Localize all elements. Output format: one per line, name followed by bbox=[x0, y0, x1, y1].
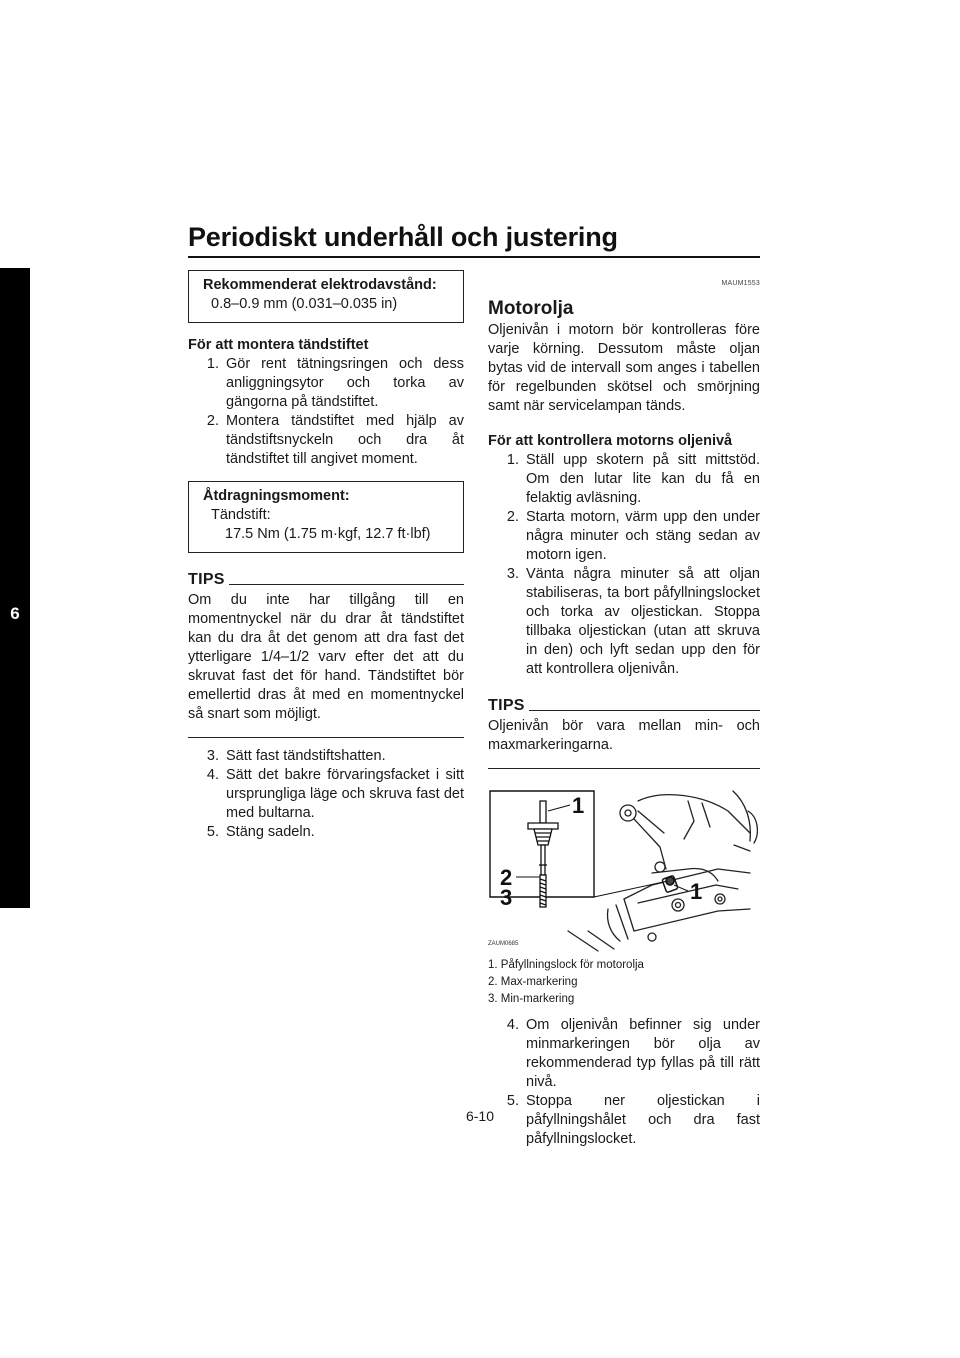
figure-code: ZAUM0685 bbox=[488, 941, 519, 947]
title-rule bbox=[188, 256, 760, 258]
callout-number: 1 bbox=[572, 793, 585, 818]
list-item: 3. Sätt fast tändstiftshatten. bbox=[206, 748, 386, 764]
callout-number: 3 bbox=[500, 885, 513, 910]
spec-value: 17.5 Nm (1.75 m·kgf, 12.7 ft·lbf) bbox=[225, 526, 431, 542]
spec-box-torque bbox=[188, 481, 464, 553]
tips-header bbox=[488, 697, 760, 715]
caption-item: 1. Påfyllningslock för motorolja bbox=[488, 959, 644, 971]
install-steps bbox=[188, 355, 464, 469]
tips-header bbox=[188, 571, 464, 589]
final-steps bbox=[488, 1016, 760, 1149]
caption-item: 3. Min-markering bbox=[488, 993, 575, 1005]
page-title: Periodiskt underhåll och justering bbox=[188, 222, 618, 252]
section-title: Motorolja bbox=[488, 298, 574, 319]
tips-text: Om du inte har tillgång till en momentnyckel när du drar åt tändstiftet kan du dra åt det genom att dra fast det ytterligare 1/4–1/2 varv efter det att du skruvat fast det för hand. Tändstiftet bör emellertid dras åt med en momentnyckel så snart som möjligt. bbox=[188, 592, 464, 722]
check-steps bbox=[488, 451, 760, 679]
intro-text: Oljenivån i motorn bör kontrolleras före varje körning. Dessutom måste oljan bytas vid de intervall som anges i tabellen för regelbunden skötsel och smörjning samt när servicelampan tänds. bbox=[488, 322, 760, 414]
list-item: 2. Starta motorn, värm upp den under några minuter och stäng sedan av motorn igen. bbox=[506, 509, 760, 563]
tips-divider bbox=[488, 768, 760, 769]
list-item: 4. Om oljenivån befinner sig under minmarkeringen bör olja av rekommenderad typ fyllas på till rätt nivå. bbox=[506, 1017, 760, 1090]
oil-dipstick-figure bbox=[488, 781, 758, 953]
tips-label: TIPS bbox=[188, 571, 225, 588]
reference-code: MAUM1553 bbox=[721, 280, 760, 287]
spec-value: 0.8–0.9 mm (0.031–0.035 in) bbox=[211, 296, 398, 312]
list-item: 5. Stäng sadeln. bbox=[206, 824, 315, 840]
list-item: 1. Ställ upp skotern på sitt mittstöd. Om den lutar lite kan du få en felaktig avläsning. bbox=[506, 452, 760, 506]
spec-title: Åtdragningsmoment: bbox=[203, 488, 350, 504]
closing-steps bbox=[188, 747, 464, 842]
callout-number: 2 bbox=[500, 865, 513, 890]
list-item: 4. Sätt det bakre förvaringsfacket i sitt ursprungliga läge och skruva fast det med bultarna. bbox=[206, 767, 464, 821]
list-item: 2. Montera tändstiftet med hjälp av tändstiftsnyckeln och dra åt tändstiftet till angivet moment. bbox=[206, 413, 464, 467]
tips-divider bbox=[188, 737, 464, 738]
list-item: 3. Vänta några minuter så att oljan stabiliseras, ta bort påfyllningslocket och torka av oljestickan. Stoppa tillbaka oljestickan (utan att skruva in den) och lyft sedan upp den för att kontrollera oljenivån. bbox=[506, 566, 760, 677]
tips-text: Oljenivån bör vara mellan min- och maxmarkeringarna. bbox=[488, 718, 760, 753]
page-number: 6-10 bbox=[465, 1108, 495, 1124]
tips-label: TIPS bbox=[488, 697, 525, 714]
install-heading: För att montera tändstiftet bbox=[188, 337, 369, 353]
callout-number: 1 bbox=[690, 879, 703, 904]
right-column bbox=[488, 270, 760, 1149]
caption-item: 2. Max-markering bbox=[488, 976, 578, 988]
list-item: 5. Stoppa ner oljestickan i påfyllningshålet och dra fast påfyllningslocket. bbox=[506, 1093, 760, 1147]
figure-captions bbox=[488, 957, 760, 1008]
engine-illustration bbox=[488, 781, 758, 953]
left-column bbox=[188, 270, 464, 842]
check-heading: För att kontrollera motorns oljenivå bbox=[488, 433, 733, 449]
chapter-number: 6 bbox=[10, 604, 20, 623]
chapter-tab bbox=[0, 268, 30, 908]
list-item: 1. Gör rent tätningsringen och dess anliggningsytor och torka av gängorna på tändstiftet. bbox=[206, 356, 464, 410]
spec-title: Rekommenderat elektrodavstånd: bbox=[203, 277, 437, 293]
spec-box-electrode-gap bbox=[188, 270, 464, 323]
spec-label: Tändstift: bbox=[211, 507, 271, 523]
